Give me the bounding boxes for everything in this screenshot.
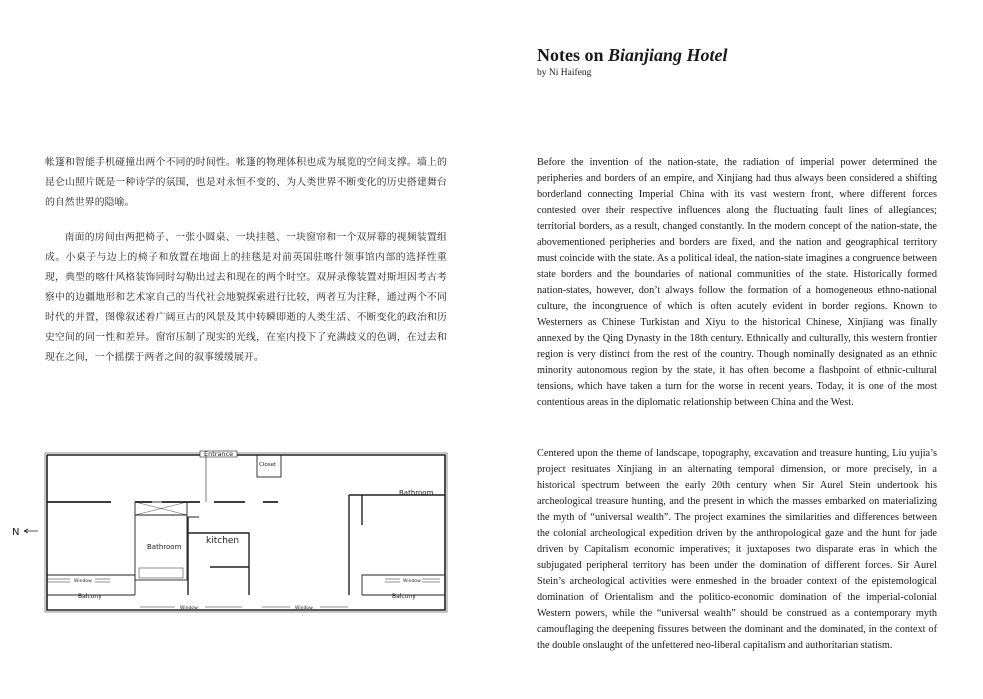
title-italic: Bianjiang Hotel (608, 45, 728, 65)
page-title (537, 44, 728, 66)
kitchen-label: kitchen (206, 536, 240, 546)
english-paragraph-2: Centered upon the theme of landscape, topography, excavation and treasure hunting, Liu yujia’s project resituates Xinjiang in an alternating temporal dimension, or more precisely, in a historical spectrum between the early 20th century when Sir Aurel Stein undertook his archeological treasure hunting, and the present in which the masses embarked on materializing the myth of “universal wealth”. The project examines the similarities and differences between the colonial archeological expedition driven by the anthropological gaze and the hunt for jade driven by Capitalism economic imperatives; it juxtaposes two disparate eras in which the subjugated peripheral territory has been under the domination of different forces. Sir Aurel Stein’s archeological activities were enmeshed in the broader context of the epistemological domination of Orientalism and the politico-economic domination of the imperial-colonial Western powers, while the “universal wealth” should be construed as a contemporary myth camouflaging the deepening fissures between the dominant and the dominated, in the context of the double onslaught of the unfettered neo-liberal capitalism and authoritarian statism. (537, 448, 937, 651)
window-left-label: Window (74, 579, 92, 584)
bathroom-right-label: Bathroom (399, 489, 434, 497)
english-paragraph-1: Before the invention of the nation-state, the radiation of imperial power determined the peripheries and borders of an empire, and Xinjiang had thus always been considered a shifting borderland connecting Imperial China with its vast western front, where different forces contested over their respective influences along the fluctuating fault lines of allegiances; territorial borders, as a result, changed constantly. In the modern concept of the nation-state, the abovementioned peripheries and borders are fixed, and the nation and geographical territory must coincide with the state. As a political ideal, the nation-state imagines a congruence between state borders and the boundaries of national communities of the state. Historically formed nation-states, however, don’t always follow the formation of a homogeneous ethno-national culture, the incongruence of which is often acutely evident in border regions. Known to Westerners as Chinese Turkistan and Xiyu to the historical Chinese, Xinjiang was finally annexed by the Qing Dynasty in the 18th century. Ethnically and culturally, this western frontier region is very distinct from the rest of the country. Though nominally designated as an ethnic minority autonomous region by the state, it has often become a flashpoint of ethnic-cultural tensions, which have taken a turn for the worse in recent years. Today, it is one of the most contentious areas in the diplomatic relationship between China and the West. (537, 157, 937, 408)
balcony-left-label: Balcony (78, 593, 102, 600)
window-right-label: Window (403, 579, 421, 584)
chinese-paragraph-2: 南面的房间由两把椅子、一张小圆桌、一块挂毯、一块窗帘和一个双屏幕的视频装置组成。小桌子与边上的椅子和放置在地面上的挂毯是对前英国驻喀什领事馆内部的选择性重现，典型的喀什风格装饰同时勾勒出过去和现在的两个时空。双屏录像装置对斯坦因考古考察中的边疆地形和艺术家自己的当代社会地貌探索进行比较，两者互为注释，通过两个不同时代的并置，图像叙述着广阔亘古的风景及其中转瞬即逝的人类生活、不断变化的政治和历史空间的同一性和差异。窗帘压制了现实的光线，在室内投下了充满歧义的色调，在过去和现在之间，一个摇摆于两者之间的叙事缓缓展开。 (45, 232, 447, 363)
title-prefix: Notes on (537, 45, 608, 65)
closet-label: Closet (259, 462, 277, 468)
balcony-right-label: Balcony (392, 593, 416, 600)
bathroom-left-label: Bathroom (147, 543, 182, 551)
byline: by Ni Haifeng (537, 68, 592, 78)
floor-plan (10, 445, 455, 615)
window-bottom-1-label: Window (180, 606, 198, 611)
chinese-paragraph-1: 帐篷和智能手机碰撞出两个不同的时间性。帐篷的物理体积也成为展览的空间支撑。墙上的昆仑山照片既是一种诗学的氛围，也是对永恒不变的、为人类世界不断变化的历史搭建舞台的自然世界的隐喻。 (45, 157, 447, 208)
window-bottom-2-label: Window (295, 606, 313, 611)
north-label: N (12, 527, 20, 538)
entrance-label: Entrance (204, 450, 234, 458)
